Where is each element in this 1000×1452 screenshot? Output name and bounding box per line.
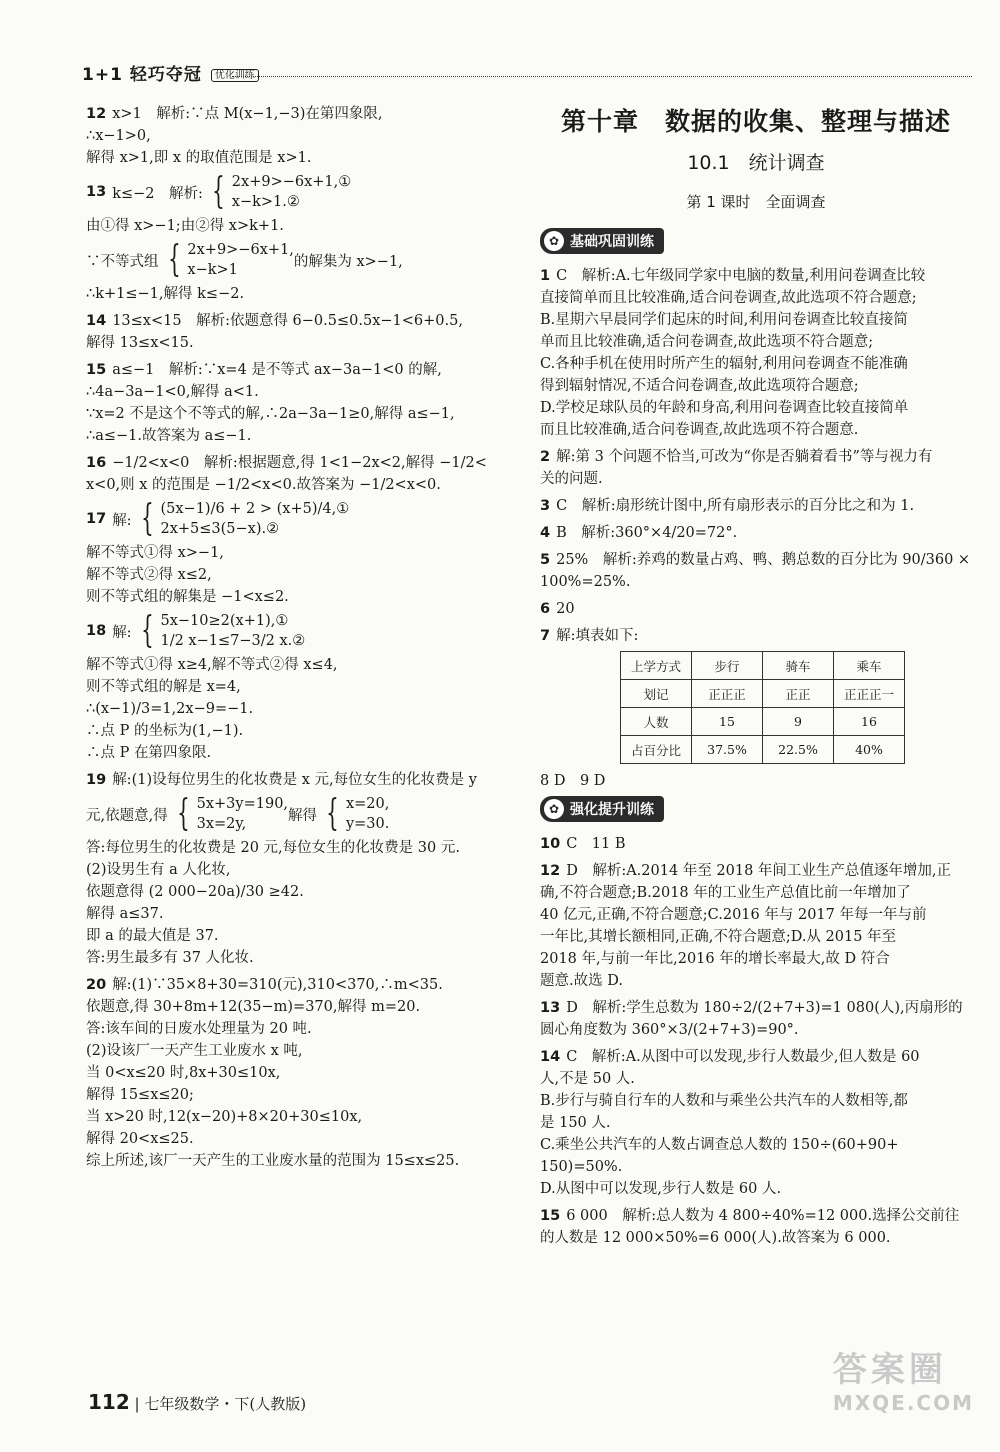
equation-rows <box>232 172 351 212</box>
answer-continuation <box>540 571 972 593</box>
equation-system <box>86 794 516 834</box>
answer-text: (2)设该厂一天产生工业废水 x 吨, <box>86 1043 303 1059</box>
equation-suffix: 的解集为 x>−1, <box>293 253 403 270</box>
answer-line <box>540 495 972 517</box>
table-cell: 正正正 <box>692 680 763 708</box>
basic-answers <box>540 260 972 647</box>
answer-text: 解得 20<x≤25. <box>86 1131 194 1147</box>
answer-continuation <box>86 720 516 742</box>
answer-text: 确,不符合题意;B.2018 年的工业生产总值比前一年增加了 <box>540 885 911 901</box>
answer-text: C 解析:扇形统计图中,所有扇形表示的百分比之和为 1. <box>556 498 915 514</box>
table-cell: 正正正一 <box>834 680 905 708</box>
answer-text: 解:填表如下: <box>556 628 639 644</box>
equation-system <box>86 499 516 539</box>
answer-text: C 11 B <box>566 836 626 852</box>
table-cell: 正正 <box>763 680 834 708</box>
equation-system <box>86 172 516 212</box>
answer-text: (2)设男生有 a 人化妆, <box>86 862 231 878</box>
chapter-title: 第十章 数据的收集、整理与描述 <box>560 107 951 136</box>
answer-continuation <box>540 926 972 948</box>
brace-icon: { <box>167 239 181 280</box>
answer-continuation <box>540 309 972 331</box>
answer-text: B.星期六早晨同学们起床的时间,利用问卷调查比较直接简 <box>540 312 908 328</box>
answer-text: ∴(x−1)/3=1,2x−9=−1. <box>86 701 254 717</box>
answer-text: D 解析:A.2014 年至 2018 年间工业生产总值逐年增加,正 <box>566 863 952 879</box>
answer-continuation <box>86 381 516 403</box>
answer-line <box>86 359 516 381</box>
answer-continuation <box>86 859 516 881</box>
answer-continuation <box>86 1062 516 1084</box>
answer-continuation <box>86 676 516 698</box>
lesson-title: 第 1 课时 全面调查 <box>686 193 826 211</box>
answer-text: ∴点 P 的坐标为(1,−1). <box>86 723 244 739</box>
equation-prefix: k≤−2 解析: <box>112 185 203 202</box>
answer-line <box>86 974 516 996</box>
answer-line <box>86 769 516 791</box>
table-cell: 划记 <box>621 680 692 708</box>
table-cell: 步行 <box>692 652 763 680</box>
brand-logo: 1+1 轻巧夺冠 <box>82 65 202 85</box>
answer-continuation <box>540 970 972 992</box>
question-number: 13 <box>86 184 107 200</box>
brand-subtitle: 优化训练 <box>211 69 259 82</box>
answer-continuation <box>86 1150 516 1172</box>
equation-row: 2x+5≤3(5−x).② <box>160 521 280 537</box>
answer-text: ∴4a−3a−1<0,解得 a<1. <box>86 384 259 400</box>
answer-text: 则不等式组的解集是 −1<x≤2. <box>86 589 289 605</box>
answer-text: 综上所述,该厂一天产生的工业废水量的范围为 15≤x≤25. <box>86 1153 460 1169</box>
question-number: 19 <box>86 772 107 788</box>
answer-line <box>540 833 972 855</box>
answer-text: 解:(1)设每位男生的化妆费是 x 元,每位女生的化妆费是 y <box>112 772 477 788</box>
question-number: 4 <box>540 525 551 541</box>
equation-system <box>86 611 516 651</box>
answer-text: 25% 解析:养鸡的数量占鸡、鸭、鹅总数的百分比为 90/360 × <box>556 552 971 568</box>
answer-text: 解得 15≤x≤20; <box>86 1087 194 1103</box>
table-row <box>621 680 905 708</box>
answer-text: C 解析:A.七年级同学家中电脑的数量,利用问卷调查比较 <box>556 268 926 284</box>
brace-icon: { <box>140 498 154 539</box>
answer-text: 关的问题. <box>540 471 603 487</box>
answer-text: 13≤x<15 解析:依题意得 6−0.5≤0.5x−1<6+0.5, <box>112 313 463 329</box>
right-column <box>540 98 972 1249</box>
brace-icon: { <box>176 793 190 834</box>
equation-row: 2x+9>−6x+1, <box>187 242 294 258</box>
question-number: 15 <box>86 362 107 378</box>
table-cell: 乘车 <box>834 652 905 680</box>
answer-continuation <box>86 742 516 764</box>
answer-continuation <box>86 425 516 447</box>
question-number: 17 <box>86 511 107 527</box>
answer-continuation <box>540 1134 972 1156</box>
basic-training-banner <box>540 228 664 254</box>
answer-text: 单而且比较准确,适合问卷调查,故此选项不符合题意; <box>540 334 874 350</box>
star-badge-icon: ✿ <box>544 799 564 819</box>
answer-continuation <box>86 283 516 305</box>
answer-text: 解:第 3 个问题不恰当,可改为“你是否躺着看书”等与视力有 <box>556 449 933 465</box>
answer-line <box>86 310 516 332</box>
answer-continuation <box>540 1090 972 1112</box>
answer-line <box>86 103 516 125</box>
question-number: 3 <box>540 498 551 514</box>
star-badge-icon: ✿ <box>544 231 564 251</box>
equation-rows <box>160 611 305 651</box>
answer-text: ∴x−1>0, <box>86 128 151 144</box>
answer-text: 2018 年,与前一年比,2016 年的增长率最大,故 D 符合 <box>540 951 890 967</box>
answer-text: C.各种手机在使用时所产生的辐射,利用问卷调查不能准确 <box>540 356 908 372</box>
answer-line <box>540 549 972 571</box>
answer-line <box>540 265 972 287</box>
answer-continuation <box>540 1112 972 1134</box>
question-number: 2 <box>540 449 551 465</box>
advanced-answers <box>540 828 972 1249</box>
table-row <box>621 652 905 680</box>
equation-rows <box>197 794 288 834</box>
question-number: 7 <box>540 628 551 644</box>
question-number: 16 <box>86 455 107 471</box>
table-row <box>621 736 905 764</box>
answer-text: 解不等式②得 x≤2, <box>86 567 212 583</box>
table-row <box>621 708 905 736</box>
question-number: 14 <box>540 1049 561 1065</box>
answer-continuation <box>540 882 972 904</box>
answer-continuation <box>86 947 516 969</box>
answer-text: 的人数是 12 000×50%=6 000(人).故答案为 6 000. <box>540 1230 891 1246</box>
answer-text: 依题意,得 30+8m+12(35−m)=370,解得 m=20. <box>86 999 421 1015</box>
question-number: 15 <box>540 1208 561 1224</box>
answer-text: 而且比较准确,适合问卷调查,故此选项不符合题意. <box>540 422 859 438</box>
table-cell: 22.5% <box>763 736 834 764</box>
brace-icon: { <box>212 171 225 212</box>
answer-continuation <box>86 837 516 859</box>
page-footer: 112 | 七年级数学・下(人教版) <box>88 1390 307 1414</box>
answer-text: 解:(1)∵35×8+30=310(元),310<370,∴m<35. <box>112 977 443 993</box>
answer-text: 答:该车间的日废水处理量为 20 吨. <box>86 1021 312 1037</box>
equation-prefix: 解: <box>112 512 132 529</box>
equation-prefix: 元,依题意,得 <box>86 807 168 824</box>
answer-continuation <box>86 1018 516 1040</box>
header-rule <box>232 76 972 77</box>
survey-table <box>620 651 905 764</box>
equation-rows <box>187 240 293 280</box>
answer-continuation <box>540 353 972 375</box>
answer-continuation <box>540 948 972 970</box>
answer-line <box>540 598 972 620</box>
equation-row: y=30. <box>345 816 390 832</box>
answer-line <box>540 1046 972 1068</box>
brace-icon: { <box>326 793 339 834</box>
answers-8-9: 8 D 9 D <box>540 773 606 789</box>
answer-continuation <box>86 332 516 354</box>
answer-continuation <box>540 419 972 441</box>
answer-continuation <box>86 474 516 496</box>
equation-row: 1/2 x−1≤7−3/2 x.② <box>160 633 306 649</box>
banner-label: 基础巩固训练 <box>570 234 654 250</box>
equation-row: 3x=2y, <box>196 816 247 832</box>
answer-text: 当 0<x≤20 时,8x+30≤10x, <box>86 1065 281 1081</box>
answer-text: D.从图中可以发现,步行人数是 60 人. <box>540 1181 782 1197</box>
answer-continuation <box>86 215 516 237</box>
equation-prefix: ∵不等式组 <box>86 253 159 270</box>
answer-text: 40 亿元,正确,不符合题意;C.2016 年与 2017 年每一年与前 <box>540 907 927 923</box>
answer-continuation <box>86 1084 516 1106</box>
answer-text: 一年比,其增长额相同,正确,不符合题意;D.从 2015 年至 <box>540 929 897 945</box>
answer-text: B.步行与骑自行车的人数和与乘坐公共汽车的人数相等,都 <box>540 1093 908 1109</box>
watermark-line2: MXQE.COM <box>832 1391 974 1415</box>
equation-row: x−k>1 <box>187 262 238 278</box>
question-number: 18 <box>86 623 107 639</box>
answer-continuation <box>86 1128 516 1150</box>
answer-continuation <box>540 1068 972 1090</box>
question-number: 1 <box>540 268 551 284</box>
answer-text: ∵x=2 不是这个不等式的解,∴2a−3a−1≥0,解得 a≤−1, <box>86 406 455 422</box>
equation-suffix: 解得 <box>288 807 318 824</box>
question-number: 12 <box>540 863 561 879</box>
answer-text: 解得 13≤x<15. <box>86 335 194 351</box>
question-number: 5 <box>540 552 551 568</box>
answer-continuation <box>86 403 516 425</box>
answer-continuation <box>86 996 516 1018</box>
answer-text: B 解析:360°×4/20=72°. <box>556 525 738 541</box>
answer-continuation <box>86 925 516 947</box>
answer-text: 人,不是 50 人. <box>540 1071 635 1087</box>
answer-text: ∴a≤−1.故答案为 a≤−1. <box>86 428 252 444</box>
answer-text: x<0,则 x 的范围是 −1/2<x<0.故答案为 −1/2<x<0. <box>86 477 441 493</box>
banner-label: 强化提升训练 <box>570 802 654 818</box>
equation-row: 5x+3y=190, <box>196 796 289 812</box>
answer-continuation <box>86 1106 516 1128</box>
answer-continuation <box>540 904 972 926</box>
book-title: 七年级数学・下(人教版) <box>144 1395 307 1413</box>
answer-text: 则不等式组的解是 x=4, <box>86 679 241 695</box>
question-number: 13 <box>540 1000 561 1016</box>
answer-continuation <box>540 375 972 397</box>
answer-text: 解不等式①得 x>−1, <box>86 545 224 561</box>
answer-line <box>540 860 972 882</box>
answer-continuation <box>86 564 516 586</box>
answer-text: 150)=50%. <box>540 1159 623 1175</box>
answer-text: 由①得 x>−1;由②得 x>k+1. <box>86 218 284 234</box>
answer-continuation <box>540 1178 972 1200</box>
watermark <box>833 1342 974 1415</box>
answer-continuation <box>86 147 516 169</box>
section-title: 10.1 统计调查 <box>687 152 825 174</box>
answer-continuation <box>86 903 516 925</box>
equation-row: 5x−10≥2(x+1),① <box>160 613 289 629</box>
left-column <box>86 98 516 1172</box>
equation-system <box>86 240 516 280</box>
answer-text: C.乘坐公共汽车的人数占调查总人数的 150÷(60+90+ <box>540 1137 899 1153</box>
answer-continuation <box>540 1156 972 1178</box>
answer-text: 直接简单而且比较准确,适合问卷调查,故此选项不符合题意; <box>540 290 917 306</box>
answer-continuation <box>540 468 972 490</box>
answer-text: ∴k+1≤−1,解得 k≤−2. <box>86 286 245 302</box>
answer-text: 当 x>20 时,12(x−20)+8×20+30≤10x, <box>86 1109 363 1125</box>
equation-prefix: 解: <box>112 624 132 641</box>
answer-continuation <box>540 397 972 419</box>
answer-text: 100%=25%. <box>540 574 631 590</box>
answer-text: a≤−1 解析:∵x=4 是不等式 ax−3a−1<0 的解, <box>112 362 442 378</box>
table-cell: 9 <box>763 708 834 736</box>
answer-continuation <box>540 1227 972 1249</box>
answer-continuation <box>86 125 516 147</box>
table-cell: 人数 <box>621 708 692 736</box>
answer-text: 解不等式①得 x≥4,解不等式②得 x≤4, <box>86 657 338 673</box>
equation-row: (5x−1)/6 + 2 > (x+5)/4,① <box>160 501 350 517</box>
table-cell: 37.5% <box>692 736 763 764</box>
question-number: 12 <box>86 106 107 122</box>
answer-line <box>540 1205 972 1227</box>
table-cell: 40% <box>834 736 905 764</box>
answer-line <box>540 997 972 1019</box>
brace-icon: { <box>140 610 154 651</box>
answer-line <box>86 452 516 474</box>
table-cell: 上学方式 <box>621 652 692 680</box>
answer-text: 是 150 人. <box>540 1115 611 1131</box>
answer-text: C 解析:A.从图中可以发现,步行人数最少,但人数是 60 <box>566 1049 920 1065</box>
answer-line <box>540 625 972 647</box>
question-number: 20 <box>86 977 107 993</box>
answer-text: 题意.故选 D. <box>540 973 623 989</box>
table-cell: 占百分比 <box>621 736 692 764</box>
answer-continuation <box>540 287 972 309</box>
answer-text: 即 a 的最大值是 37. <box>86 928 219 944</box>
answer-text: 解得 a≤37. <box>86 906 164 922</box>
answer-continuation <box>540 331 972 353</box>
answer-continuation <box>86 586 516 608</box>
answer-text: 答:男生最多有 37 人化妆. <box>86 950 254 966</box>
advanced-training-banner <box>540 796 664 822</box>
answer-text: 6 000 解析:总人数为 4 800÷40%=12 000.选择公交前往 <box>566 1208 960 1224</box>
answer-text: D.学校足球队员的年龄和身高,利用问卷调查比较直接简单 <box>540 400 909 416</box>
answer-text: x>1 解析:∵点 M(x−1,−3)在第四象限, <box>112 106 383 122</box>
page-number: 112 <box>88 1390 130 1414</box>
table-cell: 骑车 <box>763 652 834 680</box>
answer-text: 答:每位男生的化妆费是 20 元,每位女生的化妆费是 30 元. <box>86 840 460 856</box>
page-header <box>82 60 972 85</box>
answer-continuation <box>86 542 516 564</box>
answer-continuation <box>540 1019 972 1041</box>
answer-text: 解得 x>1,即 x 的取值范围是 x>1. <box>86 150 312 166</box>
watermark-line1: 答案圈 <box>832 1350 947 1390</box>
answer-continuation <box>86 1040 516 1062</box>
answer-line <box>540 522 972 544</box>
equation-row: 2x+9>−6x+1,① <box>231 174 352 190</box>
answer-text: 20 <box>556 601 575 617</box>
answer-text: 圆心角度数为 360°×3/(2+7+3)=90°. <box>540 1022 799 1038</box>
equation-rows <box>346 794 389 834</box>
answer-continuation <box>86 881 516 903</box>
equation-row: x−k>1.② <box>231 194 300 210</box>
answer-text: 依题意得 (2 000−20a)/30 ≥42. <box>86 884 304 900</box>
equation-row: x=20, <box>345 796 390 812</box>
question-number: 14 <box>86 313 107 329</box>
answer-text: ∴点 P 在第四象限. <box>86 745 212 761</box>
question-number: 6 <box>540 601 551 617</box>
table-cell: 16 <box>834 708 905 736</box>
answer-text: D 解析:学生总数为 180÷2/(2+7+3)=1 080(人),丙扇形的 <box>566 1000 963 1016</box>
answer-text: −1/2<x<0 解析:根据题意,得 1<1−2x<2,解得 −1/2< <box>112 455 487 471</box>
answer-line <box>540 446 972 468</box>
answer-continuation <box>86 654 516 676</box>
question-number: 10 <box>540 836 561 852</box>
table-cell: 15 <box>692 708 763 736</box>
answer-text: 得到辐射情况,不适合问卷调查,故此选项符合题意; <box>540 378 859 394</box>
equation-rows <box>160 499 349 539</box>
answer-continuation <box>86 698 516 720</box>
